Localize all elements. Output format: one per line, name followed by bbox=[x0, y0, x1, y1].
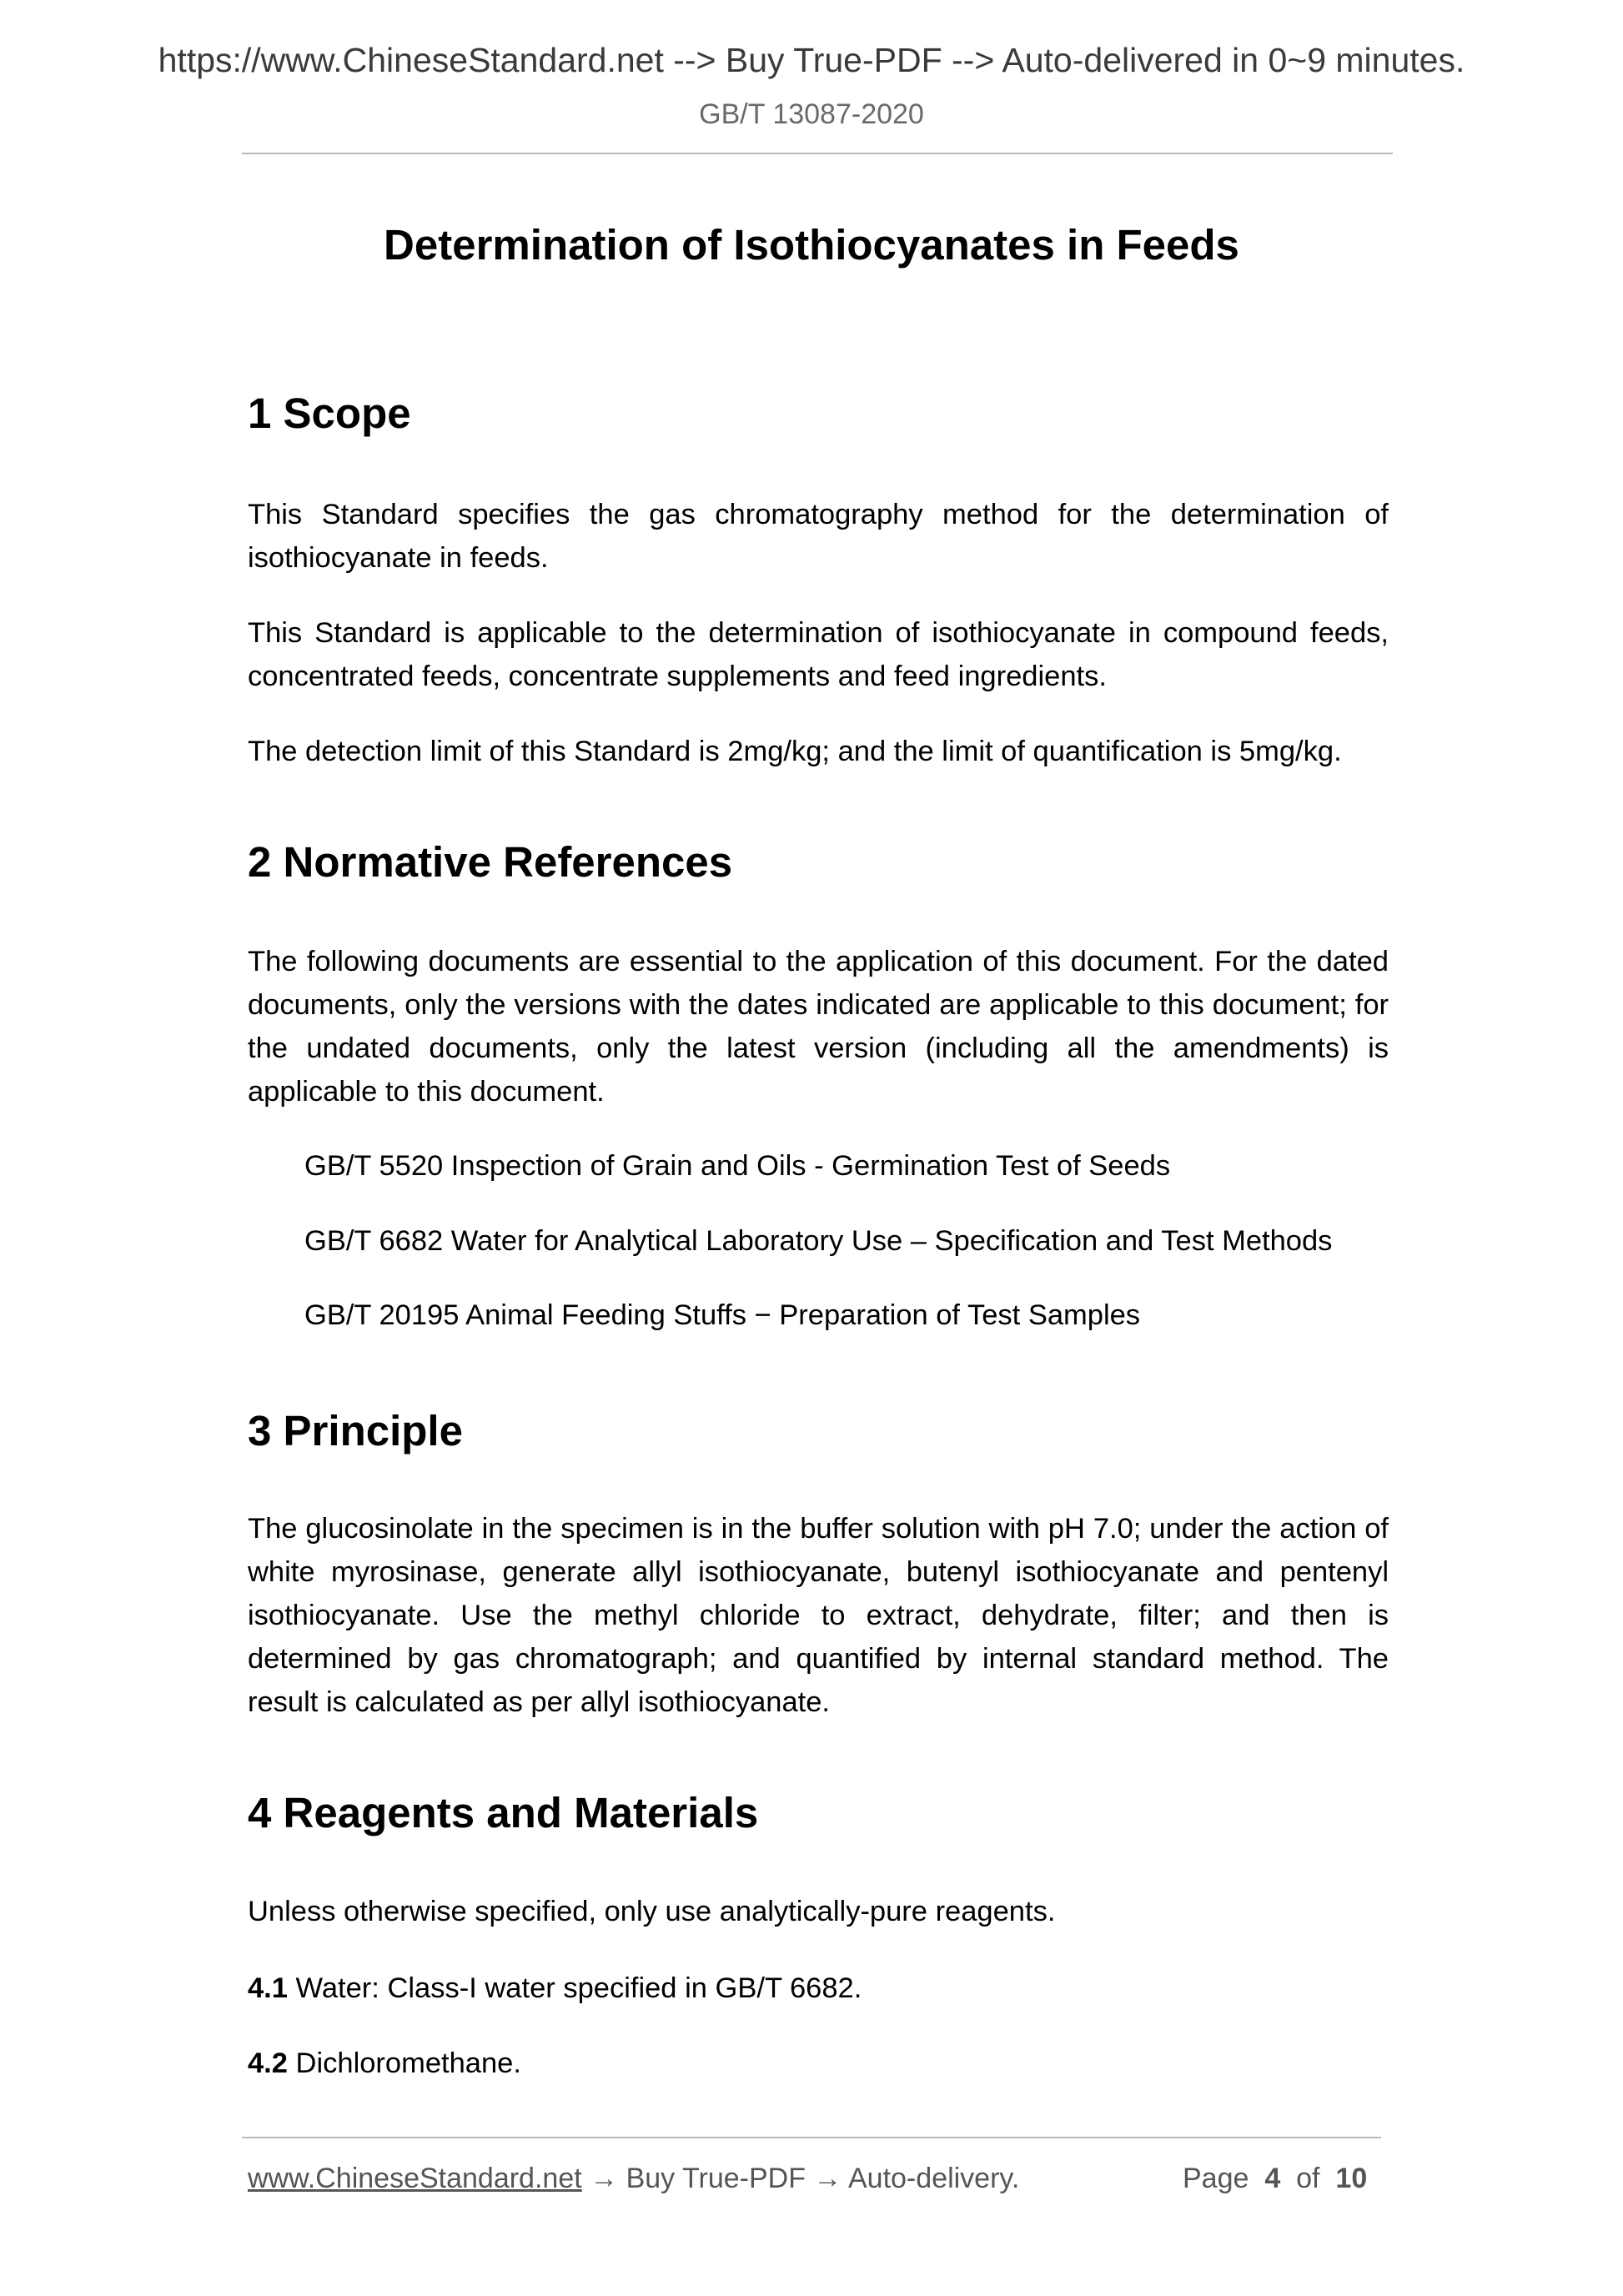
principle-paragraph: The glucosinolate in the specimen is in the buffer solution with pH 7.0; under the action of white myrosinase, generate allyl isothiocyanate, butenyl isothiocyanate and pentenyl isothiocyanate. Use the methyl chloride to extract, dehydrate, filter; and then is determined by gas chromatograph; and quantified by internal standard method. The result is calculated as per allyl isothiocyanate. bbox=[248, 1513, 1389, 1718]
reagent-item-text: Water: Class-I water specified in GB/T 6682. bbox=[287, 1972, 862, 2004]
page-of: of bbox=[1296, 2163, 1320, 2194]
footer-link[interactable]: www.ChineseStandard.net bbox=[248, 2163, 582, 2194]
reference-item: GB/T 6682 Water for Analytical Laboratory Use – Specification and Test Methods bbox=[304, 1225, 1333, 1257]
heading-reagents: 4 Reagents and Materials bbox=[248, 1789, 759, 1836]
normative-paragraph: The following documents are essential to the application of this document. For the dated documents, only the versions with the dates indicated are applicable to this document; for the undated documents, only the latest version (including all the amendments) is applicable to this document. bbox=[248, 946, 1389, 1108]
header-url-line: https://www.ChineseStandard.net --> Buy True-PDF --> Auto-delivered in 0~9 minutes. bbox=[158, 41, 1465, 79]
footer bbox=[248, 2164, 1019, 2193]
reagent-item bbox=[248, 2049, 521, 2078]
reagent-item-number: 4.1 bbox=[248, 1972, 288, 2004]
page-number bbox=[1183, 2164, 1367, 2193]
header-divider bbox=[242, 153, 1393, 154]
document-title: Determination of Isothiocyanates in Feeds bbox=[384, 221, 1239, 269]
reagent-item-text: Dichloromethane. bbox=[287, 2047, 521, 2079]
heading-principle: 3 Principle bbox=[248, 1407, 463, 1454]
heading-scope: 1 Scope bbox=[248, 389, 411, 437]
footer-divider bbox=[242, 2137, 1381, 2138]
reagents-paragraph: Unless otherwise specified, only use analytically-pure reagents. bbox=[248, 1896, 1056, 1927]
scope-paragraph-2: This Standard is applicable to the determination of isothiocyanate in compound feeds, concentrated feeds, concentrate supplements and feed ingredients. bbox=[248, 617, 1389, 692]
footer-text: → Buy True-PDF → Auto-delivery. bbox=[581, 2163, 1020, 2194]
reagent-item-number: 4.2 bbox=[248, 2047, 288, 2079]
page-current: 4 bbox=[1264, 2163, 1281, 2194]
reagent-item bbox=[248, 1974, 862, 2003]
page-total: 10 bbox=[1335, 2163, 1368, 2194]
standard-code: GB/T 13087-2020 bbox=[699, 98, 924, 130]
page-label: Page bbox=[1183, 2163, 1249, 2194]
scope-paragraph-1: This Standard specifies the gas chromatography method for the determination of isothiocyanate in feeds. bbox=[248, 499, 1389, 574]
reference-item: GB/T 5520 Inspection of Grain and Oils - Germination Test of Seeds bbox=[304, 1150, 1171, 1182]
heading-normative-references: 2 Normative References bbox=[248, 838, 733, 886]
reference-item: GB/T 20195 Animal Feeding Stuffs − Preparation of Test Samples bbox=[304, 1299, 1141, 1331]
scope-paragraph-3: The detection limit of this Standard is 2mg/kg; and the limit of quantification is 5mg/kg. bbox=[248, 736, 1342, 767]
